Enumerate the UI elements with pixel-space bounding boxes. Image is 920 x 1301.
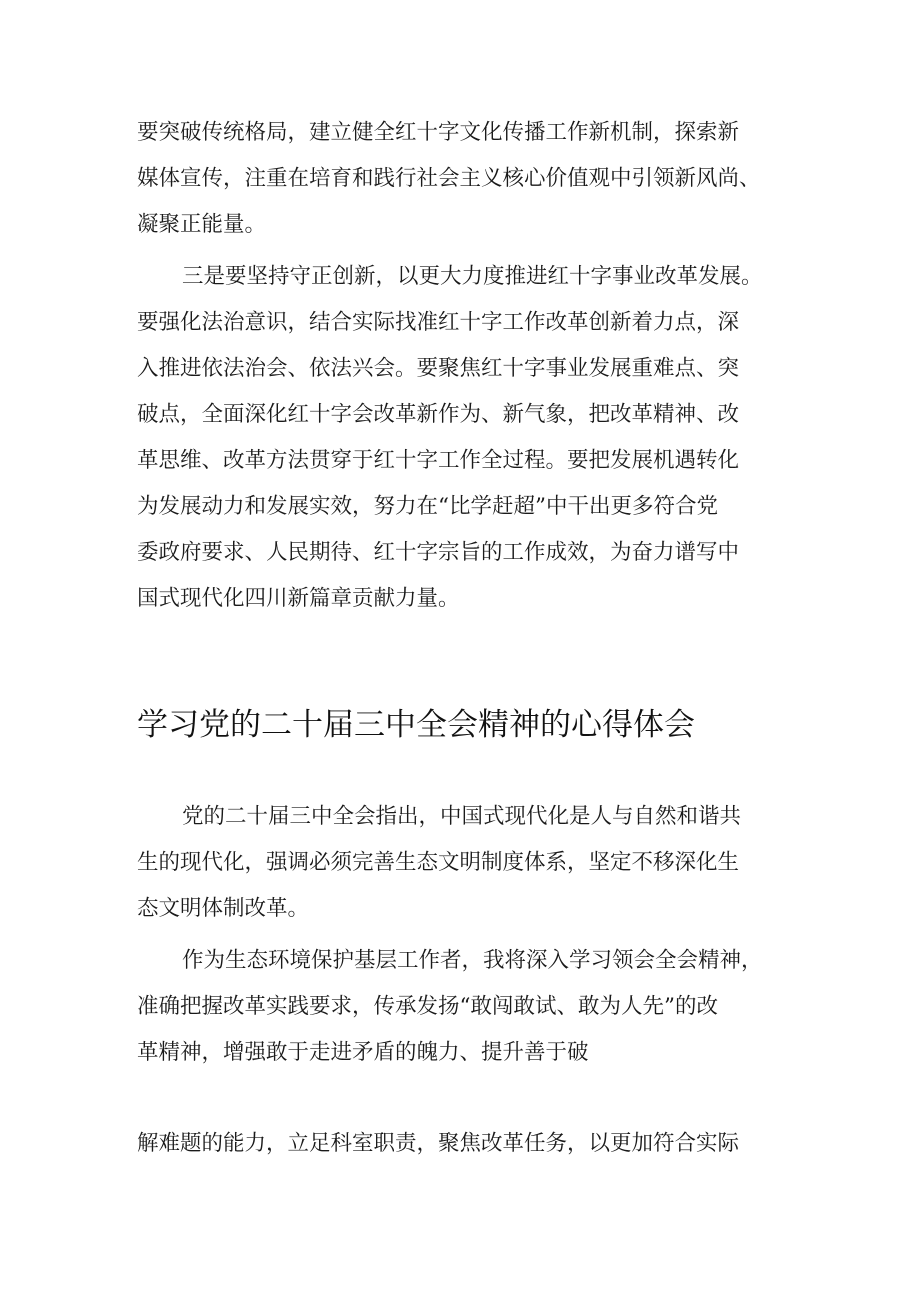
section-heading: 学习党的二十届三中全会精神的心得体会 xyxy=(137,707,695,743)
text-line: 入推进依法治会、依法兴会。要聚焦红十字事业发展重难点、突 xyxy=(137,356,740,381)
paragraph-cultural-dissemination xyxy=(137,110,797,248)
paragraph-grassroots-worker xyxy=(137,938,797,1076)
text-line: 党的二十届三中全会指出，中国式现代化是人与自然和谐共 xyxy=(182,804,742,829)
text-line: 委政府要求、人民期待、红十字宗旨的工作成效，为奋力谱写中 xyxy=(137,540,740,565)
text-line: 国式现代化四川新篇章贡献力量。 xyxy=(137,586,460,611)
paragraph-continuation xyxy=(137,1121,797,1167)
text-line: 媒体宣传，注重在培育和践行社会主义核心价值观中引领新风尚、 xyxy=(137,166,761,191)
text-line: 态文明体制改革。 xyxy=(137,896,310,921)
text-line: 三是要坚持守正创新，以更大力度推进红十字事业改革发展。 xyxy=(182,264,763,289)
text-line: 生的现代化，强调必须完善生态文明制度体系，坚定不移深化生 xyxy=(137,850,740,875)
paragraph-reform-development xyxy=(137,254,797,622)
text-line: 要突破传统格局，建立健全红十字文化传播工作新机制，探索新 xyxy=(137,120,740,145)
text-line: 破点，全面深化红十字会改革新作为、新气象，把改革精神、改 xyxy=(137,402,740,427)
text-line: 革思维、改革方法贯穿于红十字工作全过程。要把发展机遇转化 xyxy=(137,448,740,473)
text-line: 凝聚正能量。 xyxy=(137,212,267,237)
paragraph-ecological-civilization xyxy=(137,794,797,932)
text-line: 为发展动力和发展实效，努力在“比学赶超”中干出更多符合党 xyxy=(137,494,718,519)
text-line: 解难题的能力，立足科室职责，聚焦改革任务，以更加符合实际 xyxy=(137,1131,740,1156)
text-line: 要强化法治意识，结合实际找准红十字工作改革创新着力点，深 xyxy=(137,310,740,335)
text-line: 革精神，增强敢于走进矛盾的魄力、提升善于破 xyxy=(137,1040,589,1065)
text-line: 准确把握改革实践要求，传承发扬“敢闯敢试、敢为人先”的改 xyxy=(137,994,718,1019)
text-line: 作为生态环境保护基层工作者，我将深入学习领会全会精神， xyxy=(182,948,763,973)
